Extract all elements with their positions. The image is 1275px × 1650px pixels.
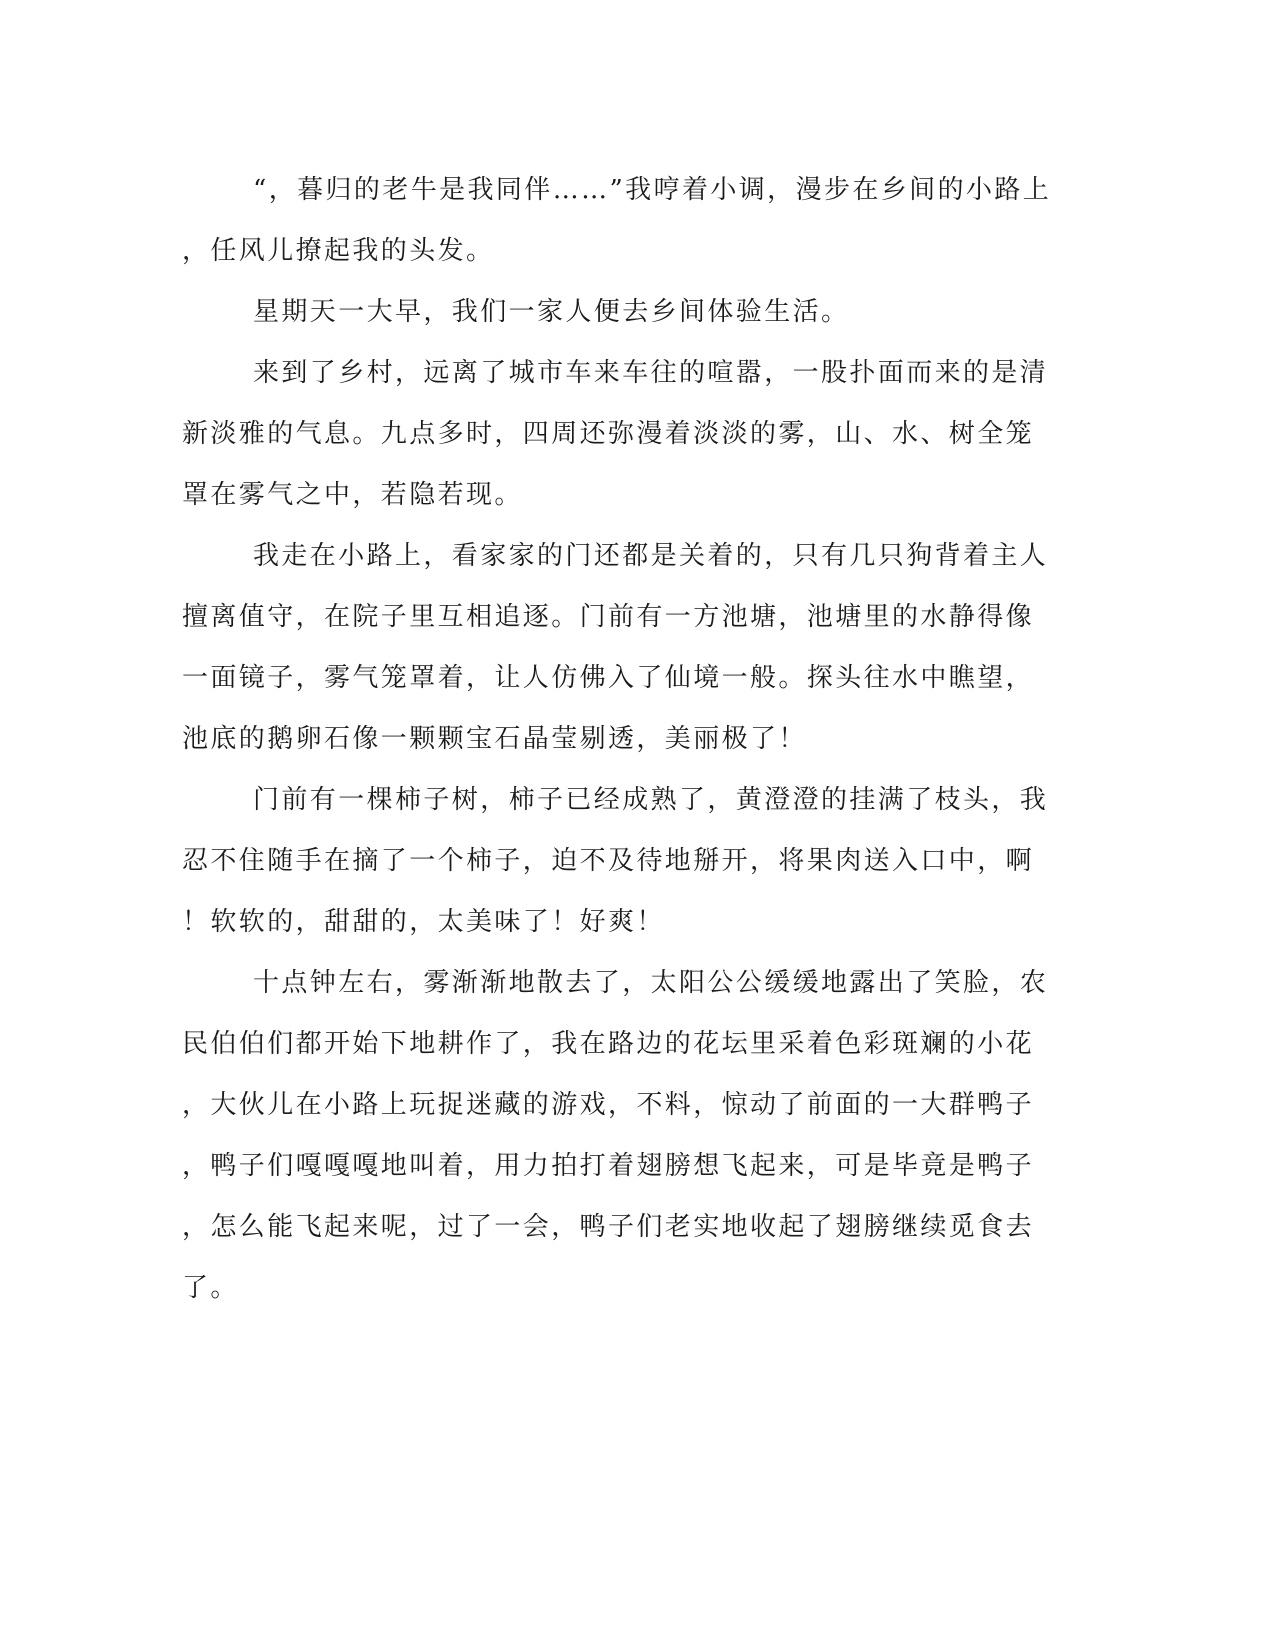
text-line: ！软软的，甜甜的，太美味了！好爽！ [182, 907, 665, 937]
text-line: ，大伙儿在小路上玩捉迷藏的游戏，不料，惊动了前面的一大群鸭子 [182, 1090, 1035, 1120]
text-line: 了。 [182, 1273, 239, 1303]
text-line: 我走在小路上，看家家的门还都是关着的，只有几只狗背着主人 [253, 541, 1049, 571]
paragraph-4 [182, 526, 1049, 770]
text-line: 池底的鹅卵石像一颗颗宝石晶莹剔透，美丽极了！ [182, 724, 807, 754]
text-line: ，鸭子们嘎嘎嘎地叫着，用力拍打着翅膀想飞起来，可是毕竟是鸭子 [182, 1151, 1035, 1181]
paragraph-5 [182, 770, 1049, 953]
paragraph-6 [182, 953, 1049, 1319]
document-body [182, 160, 1052, 1319]
text-line: 新淡雅的气息。九点多时，四周还弥漫着淡淡的雾，山、水、树全笼 [182, 419, 1035, 449]
text-line: ，怎么能飞起来呢，过了一会，鸭子们老实地收起了翅膀继续觅食去 [182, 1212, 1035, 1242]
text-line: 来到了乡村，远离了城市车来车往的喧嚣，一股扑面而来的是清 [253, 358, 1049, 388]
paragraph-3 [182, 343, 1049, 526]
paragraph-1 [182, 160, 1052, 282]
text-line: 民伯伯们都开始下地耕作了，我在路边的花坛里采着色彩斑斓的小花 [182, 1029, 1035, 1059]
text-line: 罩在雾气之中，若隐若现。 [182, 480, 523, 510]
text-line: 十点钟左右，雾渐渐地散去了，太阳公公缓缓地露出了笑脸，农 [253, 968, 1049, 998]
text-line: 一面镜子，雾气笼罩着，让人仿佛入了仙境一般。探头往水中瞧望， [182, 663, 1035, 693]
text-line: 星期天一大早，我们一家人便去乡间体验生活。 [253, 297, 850, 327]
paragraph-2 [182, 282, 1032, 343]
text-line: ，任风儿撩起我的头发。 [182, 236, 495, 266]
text-line: 擅离值守，在院子里互相追逐。门前有一方池塘，池塘里的水静得像 [182, 602, 1035, 632]
text-line: “，暮归的老牛是我同伴……”我哼着小调，漫步在乡间的小路上 [253, 175, 1052, 205]
text-line: 门前有一棵柿子树，柿子已经成熟了，黄澄澄的挂满了枝头，我 [253, 785, 1049, 815]
text-line: 忍不住随手在摘了一个柿子，迫不及待地掰开，将果肉送入口中，啊 [182, 846, 1035, 876]
